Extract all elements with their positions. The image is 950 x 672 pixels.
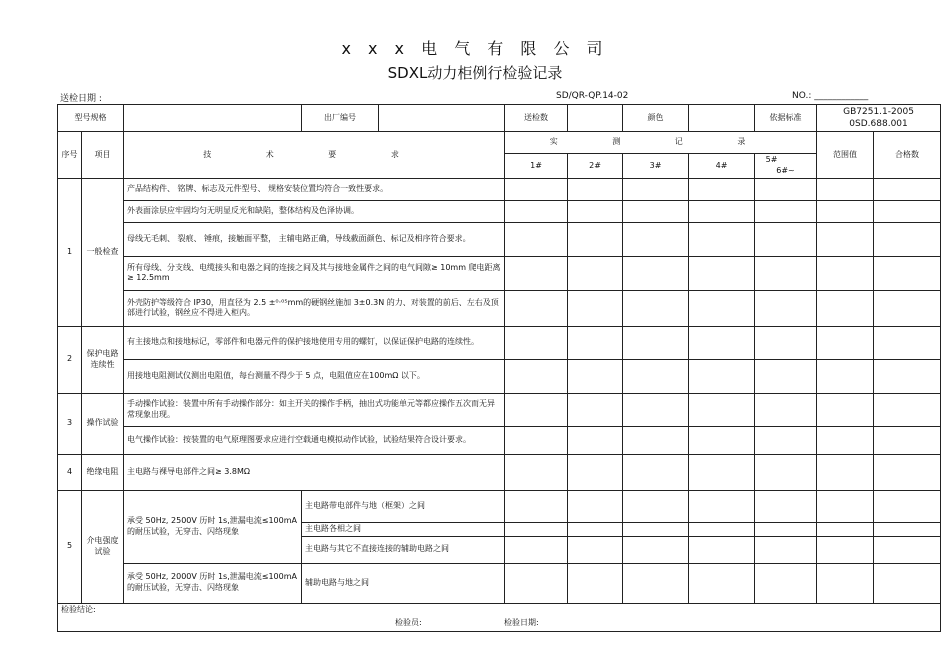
section-5-no: 5 [58,490,82,603]
conclusion-label: 检验结论: [61,604,96,614]
inspect-date-label: 检验日期: [504,617,539,627]
qty-value[interactable] [568,105,623,132]
requirement-text: 外壳防护等级符合 IP30，用直径为 2.5 ±⁰·⁰⁵mm的硬钢丝施加 3±0.3N 的力、对装置的前后、左右及顶部进行试验，钢丝应不得进入柜内。 [124,290,505,326]
section-5-name: 介电强度试验 [82,490,124,603]
requirement-text: 有主接地点和接地标记，零部件和电器元件的保护接地使用专用的螺钉，以保证保护电路的连续性。 [124,326,505,359]
standard-label: 依据标准 [755,105,817,132]
section-1-no: 1 [58,178,82,326]
section-4-no: 4 [58,454,82,490]
inspector-label: 检验员: [395,617,422,627]
section-3-no: 3 [58,393,82,454]
unit-5-6-header [755,154,817,179]
serial-value[interactable] [379,105,505,132]
requirement-text: 母线无毛刺、 裂痕、 锤痕，接触面平整， 主辅电路正确，导线截面颜色、标记及相序符合要求。 [124,222,505,256]
requirement-header: 技 术 要 求 [124,132,505,179]
unit-5-label: 5# [765,155,778,165]
requirement-text: 产品结构件、 铭牌、标志及元件型号、 规格安装位置均符合一致性要求。 [124,178,505,200]
section-1-name: 一般检查 [82,178,124,326]
requirement-text: 外表面涂层应牢固均匀无明显反光和缺陷，整体结构及色泽协调。 [124,200,505,222]
dielectric-sub: 主电路各相之间 [302,522,505,536]
color-value[interactable] [689,105,755,132]
requirement-text: 所有母线、分支线、电缆接头和电器之间的连接之间及其与接地金属件之间的电气间隙≥ 10mm 爬电距离≥ 12.5mm [124,256,505,290]
dielectric-sub: 辅助电路与地之间 [302,563,505,603]
model-value[interactable] [124,105,302,132]
unit-4-header: 4# [689,154,755,179]
serial-label: 出厂编号 [302,105,379,132]
main-circuit-requirement: 承受 50Hz, 2500V 历时 1s,泄漏电流≤100mA 的耐压试验，无穿击、闪络现象 [124,490,302,563]
unit-3-header: 3# [623,154,689,179]
section-3-name: 操作试验 [82,393,124,454]
unit-1-header: 1# [505,154,568,179]
standard-value: GB7251.1-2005 0SD.688.001 [817,105,941,132]
dielectric-sub: 主电路与其它不直接连接的辅助电路之间 [302,536,505,563]
doc-code: SD/QR-QP.14-02 [556,91,629,101]
unit-2-header: 2# [568,154,623,179]
section-4-name: 绝缘电阻 [82,454,124,490]
color-label: 颜色 [623,105,689,132]
model-label: 型号规格 [58,105,124,132]
range-header: 范围值 [817,132,874,179]
measured-header: 实 测 记 录 [505,132,817,154]
no-label: NO.: ____________ [792,91,869,101]
qualified-header: 合格数 [874,132,941,179]
conclusion-cell[interactable] [58,603,941,631]
unit-6-label: 6#~ [776,166,795,176]
section-2-no: 2 [58,326,82,393]
inspection-table [57,104,941,632]
aux-circuit-requirement: 承受 50Hz, 2000V 历时 1s,泄漏电流≤100mA 的耐压试验，无穿击、闪络现象 [124,563,302,603]
dielectric-sub: 主电路带电部件与地（框架）之间 [302,490,505,522]
company-name: x x x 电 气 有 限 公 司 [341,39,609,58]
requirement-text: 用接地电阻测试仪测出电阻值，每台测量不得少于 5 点，电阻值应在100mΩ 以下。 [124,359,505,393]
requirement-text: 主电路与裸导电部件之间≥ 3.8MΩ [124,454,505,490]
seq-header: 序号 [58,132,82,179]
requirement-text: 电气操作试验：按装置的电气原理图要求应进行空载通电模拟动作试验，试验结果符合设计要求。 [124,426,505,454]
form-title: SDXL动力柜例行检验记录 [387,64,563,82]
item-header: 项目 [82,132,124,179]
send-date-label: 送检日期 : [60,94,102,104]
section-2-name: 保护电路连续性 [82,326,124,393]
requirement-text: 手动操作试验：装置中所有手动操作部分：如主开关的操作手柄，抽出式功能单元等都应操作五次而无异常现象出现。 [124,393,505,426]
qty-label: 送检数 [505,105,568,132]
